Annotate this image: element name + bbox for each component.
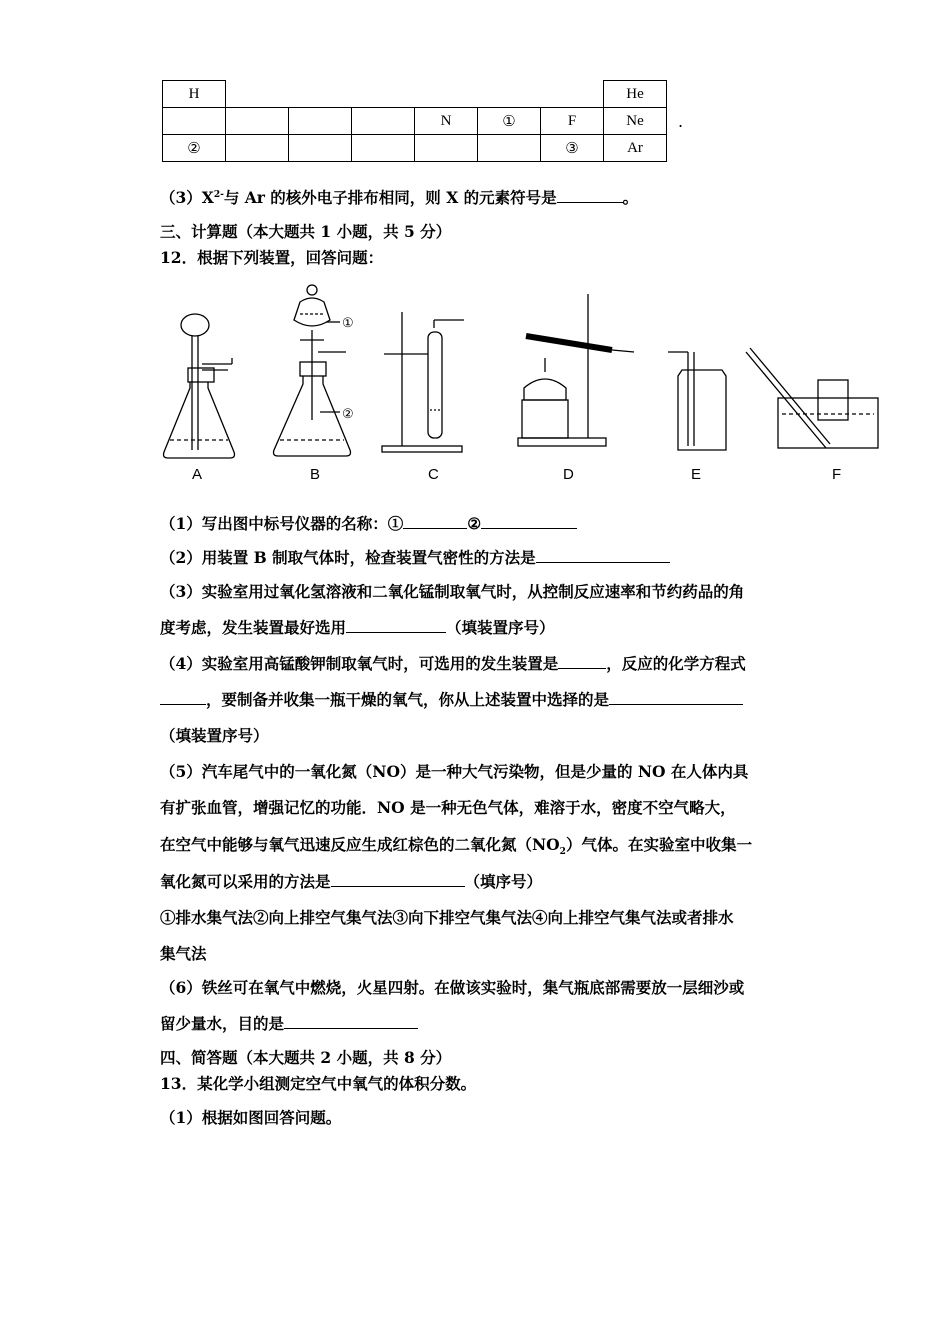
answer-blank[interactable] — [536, 561, 670, 563]
answer-blank[interactable] — [160, 703, 206, 705]
cell-h: H — [163, 81, 226, 108]
q12-p3a: （3）实验室用过氧化氢溶液和二氧化锰制取氧气时，从控制反应速率和节约药品的角 — [160, 582, 745, 601]
periodic-table — [162, 80, 667, 162]
cell-marker-2: ② — [163, 135, 226, 162]
apparatus-f — [746, 348, 878, 448]
q12-p6a: （6）铁丝可在氧气中燃烧，火星四射。在做该实验时，集气瓶底部需要放一层细沙或 — [160, 978, 745, 997]
answer-blank[interactable] — [284, 1027, 418, 1029]
answer-blank[interactable] — [346, 631, 446, 633]
apparatus-d — [518, 294, 634, 446]
cell-ne: Ne — [604, 108, 667, 135]
apparatus-e — [668, 352, 726, 450]
cell-f: F — [541, 108, 604, 135]
q12-p4a: （4）实验室用高锰酸钾制取氧气时，可选用的发生装置是 ，反应的化学方程式 — [160, 654, 746, 673]
callout-1: ① — [342, 316, 354, 331]
q12-p5a: （5）汽车尾气中的一氧化氮（NO）是一种大气污染物，但是少量的 NO 在人体内具 — [160, 762, 749, 781]
label-a: A — [192, 466, 203, 483]
answer-blank[interactable] — [558, 667, 606, 669]
table-trailing-dot: . — [678, 112, 684, 131]
q13-p1: （1）根据如图回答问题。 — [160, 1108, 342, 1127]
answer-blank[interactable] — [331, 885, 465, 887]
label-e: E — [691, 466, 702, 483]
q12-p5e: ①排水集气法②向上排空气集气法③向下排空气集气法④向上排空气集气法或者排水 — [160, 908, 734, 927]
section4-heading: 四、简答题（本大题共 2 小题，共 8 分） — [160, 1048, 452, 1067]
section3-heading: 三、计算题（本大题共 1 小题，共 5 分） — [160, 222, 452, 241]
answer-blank[interactable] — [557, 201, 623, 203]
q12-p4c: （填装置序号） — [160, 726, 269, 745]
label-b: B — [310, 466, 321, 483]
q11-part3: $(3)X^{2-}$与 Ar 的核外电子排布相同，则 X 的元素符号是 。 — [160, 188, 639, 207]
q12-p3b: 度考虑，发生装置最好选用 （填装置序号） — [160, 618, 555, 637]
q12-stem: 12．根据下列装置，回答问题： — [160, 248, 384, 267]
cell-marker-3: ③ — [541, 135, 604, 162]
q12-p4b: ，要制备并收集一瓶干燥的氧气，你从上述装置中选择的是 — [160, 688, 743, 710]
label-f: F — [832, 466, 842, 483]
q12-p6b: 留少量水，目的是 — [160, 1012, 418, 1034]
apparatus-a — [164, 314, 235, 458]
callout-2: ② — [342, 407, 354, 422]
cell-n: N — [415, 108, 478, 135]
label-c: C — [428, 466, 439, 483]
q12-p5b: 有扩张血管，增强记忆的功能．NO 是一种无色气体，难溶于水，密度不空气略大， — [160, 798, 736, 817]
cell-marker-1: ① — [478, 108, 541, 135]
q12-p5d: 氧化氮可以采用的方法是 （填序号） — [160, 872, 543, 891]
q12-p5c: 在空气中能够与氧气迅速反应生成红棕色的二氧化氮$(NO_2)$气体。在实验室中收集一 — [160, 835, 752, 858]
q12-p2: （2）用装置 B 制取气体时，检查装置气密性的方法是 — [160, 546, 670, 568]
label-d: D — [563, 466, 574, 483]
cell-ar: Ar — [604, 135, 667, 162]
apparatus-c — [382, 312, 464, 452]
answer-blank[interactable] — [481, 527, 577, 529]
answer-blank[interactable] — [609, 703, 743, 705]
q13-stem: 13．某化学小组测定空气中氧气的体积分数。 — [160, 1074, 477, 1093]
apparatus-figure — [150, 280, 890, 490]
cell-he: He — [604, 81, 667, 108]
q12-p5f: 集气法 — [160, 944, 207, 963]
apparatus-b — [274, 285, 351, 456]
q12-p1: （1）写出图中标号仪器的名称：① ② — [160, 512, 577, 534]
answer-blank[interactable] — [403, 527, 467, 529]
